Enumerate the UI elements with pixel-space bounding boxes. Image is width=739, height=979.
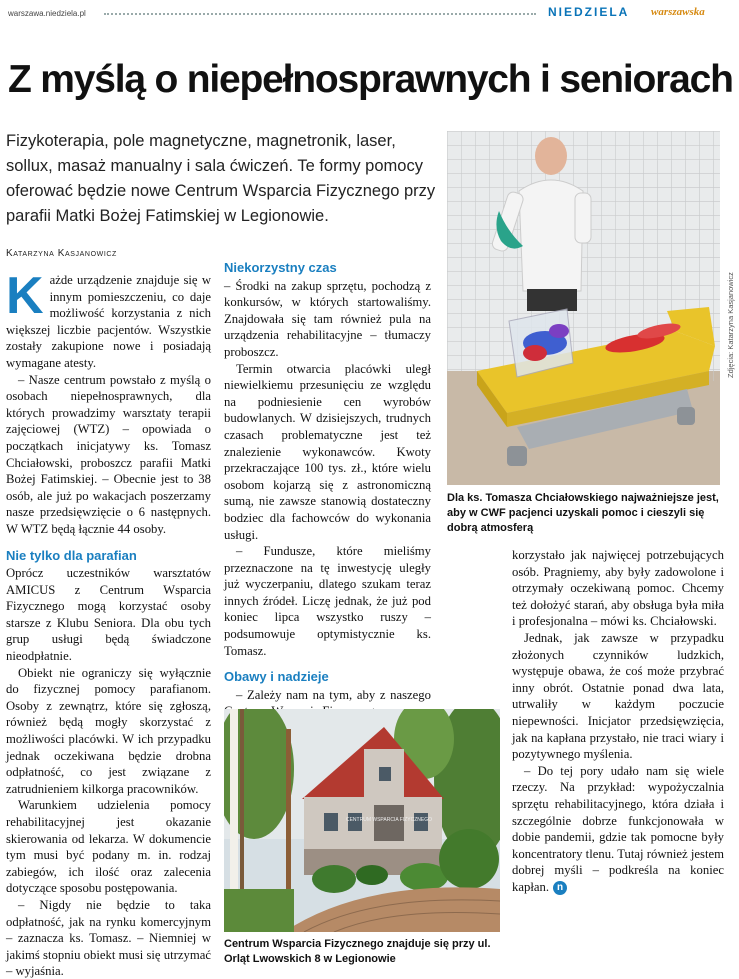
article-lead: Fizykoterapia, pole magnetyczne, magnetronik, laser, sollux, masaż manualny i sala ćwiczeń. Te formy pomocy oferować będzie nowe Centrum Wsparcia Fizycznego przy parafii Matki Bożej Fatimskiej w Legionowie.: [6, 132, 436, 225]
paragraph: – Środki na zakup sprzętu, pochodzą z konkursów, w których startowaliśmy. Znajdowała się tam również pula na urządzenia rehabilitacyjne – tłumaczy proboszcz.: [224, 278, 431, 359]
photo2-caption: Centrum Wsparcia Fizycznego znajduje się przy ul. Orląt Lwowskich 8 w Legionowie: [224, 938, 491, 965]
paragraph: – Nasze centrum powstało z myślą o osobach niepełnosprawnych, dla których prowadzimy warsztaty terapii zajęciowej (WTZ) – opowiada o początkach inicjatywy ks. Tomasz Chciałowski, proboszcz parafii Matki Bożej Fatimskiej. – Obecnie jest to 38 osób, ale już po wakacjach poszerzamy nasze przedsięwzięcie o 6 następnych. W WTZ będą łącznie 44 osoby.: [6, 372, 211, 536]
subheading: Obawy i nadzieje: [224, 669, 329, 685]
paragraph: – Nigdy nie będzie to taka odpłatność, jak na rynku komercyjnym – zaznacza ks. Tomasz. – Niemniej w jakimś stopniu obiekt musi się utrzymać – wyjaśnia.: [6, 897, 211, 979]
header-divider: [104, 13, 536, 15]
photo-rehab-room: [447, 131, 720, 485]
photo1-caption: Dla ks. Tomasza Chciałowskiego najważniejsze jest, aby w CWF pacjenci uzyskali pomoc i cieszyli się dobrą atmosferą: [447, 492, 719, 534]
paragraph: korzystało jak najwięcej potrzebujących osób. Pragniemy, aby były zadowolone i otrzymały oczekiwaną pomoc. Chcemy też dołożyć starań, aby obsługa była miła i profesjonalna – mówi ks. Chciałowski.: [512, 548, 724, 629]
subheading: Nie tylko dla parafian: [6, 547, 137, 563]
building-sign: CENTRUM WSPARCIA FIZYCZNEGO: [345, 817, 433, 823]
paragraph: Oprócz uczestników warsztatów AMICUS z Centrum Wsparcia Fizycznego mogą korzystać osoby starsze z Klubu Seniora. Dla obu tych grup usługi będą świadczone nieodpłatnie.: [6, 566, 211, 664]
paragraph: – Fundusze, które mieliśmy przeznaczone na tę inwestycję uległy już wyczerpaniu, dlatego szukam teraz innych źródeł. Liczę jednak, że już pod koniec lipca wszystko ruszy – podsumowuje optymistycznie ks. Tomasz.: [224, 544, 431, 658]
paragraph: – Zależy nam na tym, aby z naszego: [236, 687, 431, 702]
paragraph: Warunkiem udzielenia pomocy rehabilitacyjnej jest okazanie skierowania od lekarza. W dokumencie tym musi być podany m. in. rodzaj zabiegów, ich ilość oraz zalecenia dotyczące sposobu postępowania.: [6, 798, 211, 896]
paragraph: Jednak, jak zawsze w przypadku złożonych czynników ludzkich, występuje obawa, że coś może przybrać inny obrót. Ostatnie ponad dwa lata, utrwaliły w każdym poczucie niepewności. Inicjator przedsięwzięcia, jak na kapłana przystało, nie traci wiary i pozytywnego myślenia.: [512, 630, 724, 762]
brand-logo: NIEDZIELA: [548, 5, 630, 19]
end-mark-icon: n: [553, 881, 567, 895]
page-header: [0, 0, 739, 26]
article-column-2: [224, 252, 431, 720]
paragraph: Termin otwarcia placówki uległ niewielkiemu przesunięciu ze względu na podniesienie cen wyrobów budowlanych. W dzisiejszych, trudnych czasach problematyczne jest też znalezienie wykonawców. Kwoty przekraczające 100 tys. zł., które wielu osobom kojarzą się z astronomiczną sumą, nie zawsze stanowią dostateczny bodziec dla fachowców do wykonania usługi.: [224, 361, 431, 542]
subheading: Niekorzystny czas: [224, 260, 337, 275]
photo-building: [224, 709, 500, 932]
site-url[interactable]: warszawa.niedziela.pl: [8, 9, 86, 18]
paragraph: Każde urządzenie znajduje się w innym pomieszczeniu, co daje możliwość korzystania z nich większej liczbie pacjentów. Wszystkie zostały zakupione nowe i posiadają wymagane atesty.: [6, 267, 211, 370]
paragraph: – Do tej pory udało nam się wiele rzeczy. Na przykład: wypożyczalnia sprzętu rehabilitacyjnego, która działa i szczególnie dobrze funkcjonowała w dobie pandemii, gdzie tak pomocne były koncentratory tlenu. Tutaj również jestem dobrej myśli – podkreśla na koniec kapłan. n: [512, 763, 724, 894]
paragraph: Obiekt nie ograniczy się wyłącznie do fizycznej pomocy parafianom. Osoby z zewnątrz, które się zgłoszą, również będą mogły skorzystać z możliwości placówki. W ich przypadku jednak oczekiwana będzie drobna odpłatność, co jest związane z zatrudnieniem kilkorga pracowników.: [6, 665, 211, 796]
article-column-3: [512, 547, 724, 895]
article-column-1: [6, 267, 211, 979]
rehab-room-illustration: [447, 131, 720, 485]
article-title: Z myślą o niepełnosprawnych i seniorach: [8, 58, 733, 101]
brand-edition: warszawska: [651, 6, 705, 18]
drop-cap: K: [6, 267, 44, 325]
photo-credit: Zdjęcia: Katarzyna Kasjanowicz: [726, 272, 735, 378]
article-author: Katarzyna Kasjanowicz: [6, 248, 117, 259]
building-illustration: [224, 709, 500, 932]
